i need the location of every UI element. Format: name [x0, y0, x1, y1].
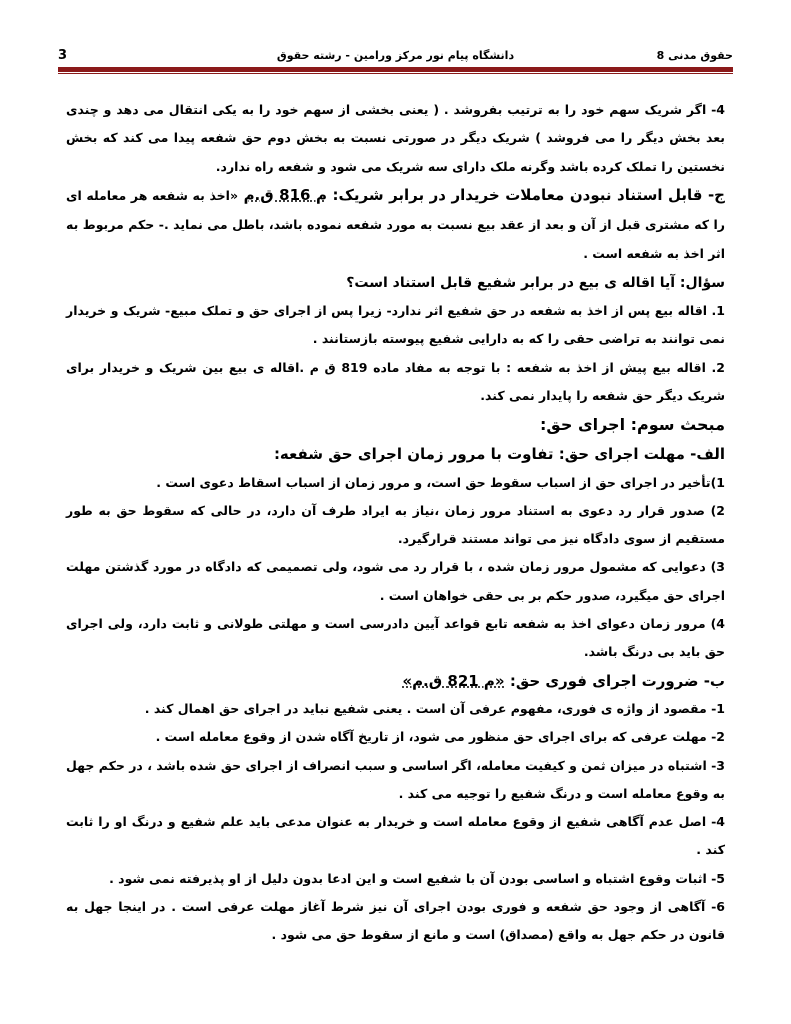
section-heading-3: مبحث سوم: اجرای حق:	[540, 415, 725, 435]
heading-c-text: ج- قابل استناد نبودن معاملات خریدار در برابر شریک:	[332, 185, 725, 204]
paragraph-sale-in-parts: 4- اگر شریک سهم خود را به ترتیب بفروشد . ( یعنی بخشی از سهم خود را به یکی انتقال می دهد و چندی بعد بخش دیگر را می فروشد ) شریک دیگر در صورتی نسبت به بخش دوم حق شفعه پیدا می کند که بخش نخستین را تملک کرده باشد وگرنه ملک دارای سه شریک می شود و شفعه راه ندارد.	[66, 102, 725, 174]
page-number: 3	[58, 48, 68, 63]
law-reference-821: «م 821 ق.م»	[402, 671, 505, 690]
list-item-b1: 1- مقصود از واژه ی فوری، مفهوم عرفی آن است . یعنی شفیع نباید در اجرای حق اهمال کند .	[144, 700, 725, 716]
heading-c	[66, 181, 725, 269]
list-item-b4: 4- اصل عدم آگاهی شفیع از وقوع معامله است و خریدار به عنوان مدعی باید علم شفیع و درنگ او را ثابت کند .	[66, 814, 725, 858]
list-item-a1: 1)تأخیر در اجرای حق از اسباب سقوط حق است، و مرور زمان از اسباب اسقاط دعوی است .	[156, 474, 725, 490]
list-item-b6: 6- آگاهی از وجود حق شفعه و فوری بودن اجرای آن نیز شرط آغاز مهلت عرفی است . در اینجا جهل به قانون در حکم جهل به واقع (مصداق) است و مانع از سقوط حق می شود .	[66, 899, 725, 943]
header-rule-thin	[58, 73, 733, 74]
paragraph-article-816: «اخذ به شفعه هر معامله ای را که مشتری قبل از آن و بعد از عقد بیع نسبت به مورد شفعه نموده باشد، باطل می نماید .- حکم مربوط به اثر اخذ به شفعه است .	[66, 187, 725, 262]
heading-b	[66, 667, 725, 695]
law-reference-816: م 816 ق.م	[243, 185, 327, 204]
list-item-b2: 2- مهلت عرفی که برای اجرای حق منظور می شود، از تاریخ آگاه شدن از وقوع معامله است .	[155, 729, 725, 745]
heading-a: الف- مهلت اجرای حق: تفاوت با مرور زمان اجرای حق شفعه:	[273, 445, 725, 464]
header-rule	[58, 67, 733, 72]
question-heading: سؤال: آیا اقاله ی بیع در برابر شفیع قابل استناد است؟	[346, 274, 725, 291]
list-item-a3: 3) دعوایی که مشمول مرور زمان شده ، با قرار رد می شود، ولی تصمیمی که دادگاه در مورد گذشتن مهلت اجرای حق میگیرد، صدور حکم بر بی حقی خواهان است .	[66, 559, 725, 603]
header-course: حقوق مدنی 8	[656, 49, 733, 62]
page-content	[66, 96, 725, 950]
page-header	[58, 46, 733, 66]
list-item-b3: 3- اشتباه در میزان ثمن و کیفیت معامله، اگر اساسی و سبب انصراف از اجرای حق شده باشد ، در حکم جهل به وقوع معامله است و درنگ شفیع را توجیه می کند .	[66, 757, 725, 801]
header-title: دانشگاه پیام نور مرکز ورامین - رشته حقوق	[276, 49, 515, 62]
list-item-a4: 4) مرور زمان دعوای اخذ به شفعه تابع قواعد آیین دادرسی است و مهلتی طولانی و ثابت دارد، ولی اجرای حق باید بی درنگ باشد.	[66, 616, 725, 660]
answer-item-1: 1. اقاله بیع پس از اخذ به شفعه در حق شفیع اثر ندارد- زیرا پس از اجرای حق و تملک مبیع- شریک و خریدار نمی توانند به تراضی حقی را که به دارایی شفیع پیوسته بازستانند .	[66, 303, 725, 347]
answer-item-2: 2. اقاله بیع پیش از اخذ به شفعه : با توجه به مفاد ماده 819 ق م .اقاله ی بیع بین شریک و خریدار برای شریک دیگر حق شفعه را پایدار نمی کند.	[66, 359, 725, 403]
list-item-a2: 2) صدور قرار رد دعوی به استناد مرور زمان ،نیاز به ایراد طرف آن دارد، در حالی که سقوط حق به طور مستقیم از سوی دادگاه نیز می تواند مستند قرارگیرد.	[66, 502, 725, 547]
heading-b-text: ب- ضرورت اجرای فوری حق:	[509, 671, 725, 690]
list-item-b5: 5- اثبات وقوع اشتباه و اساسی بودن آن با شفیع است و این ادعا بدون دلیل از او پذیرفته نمی شود .	[109, 870, 725, 886]
